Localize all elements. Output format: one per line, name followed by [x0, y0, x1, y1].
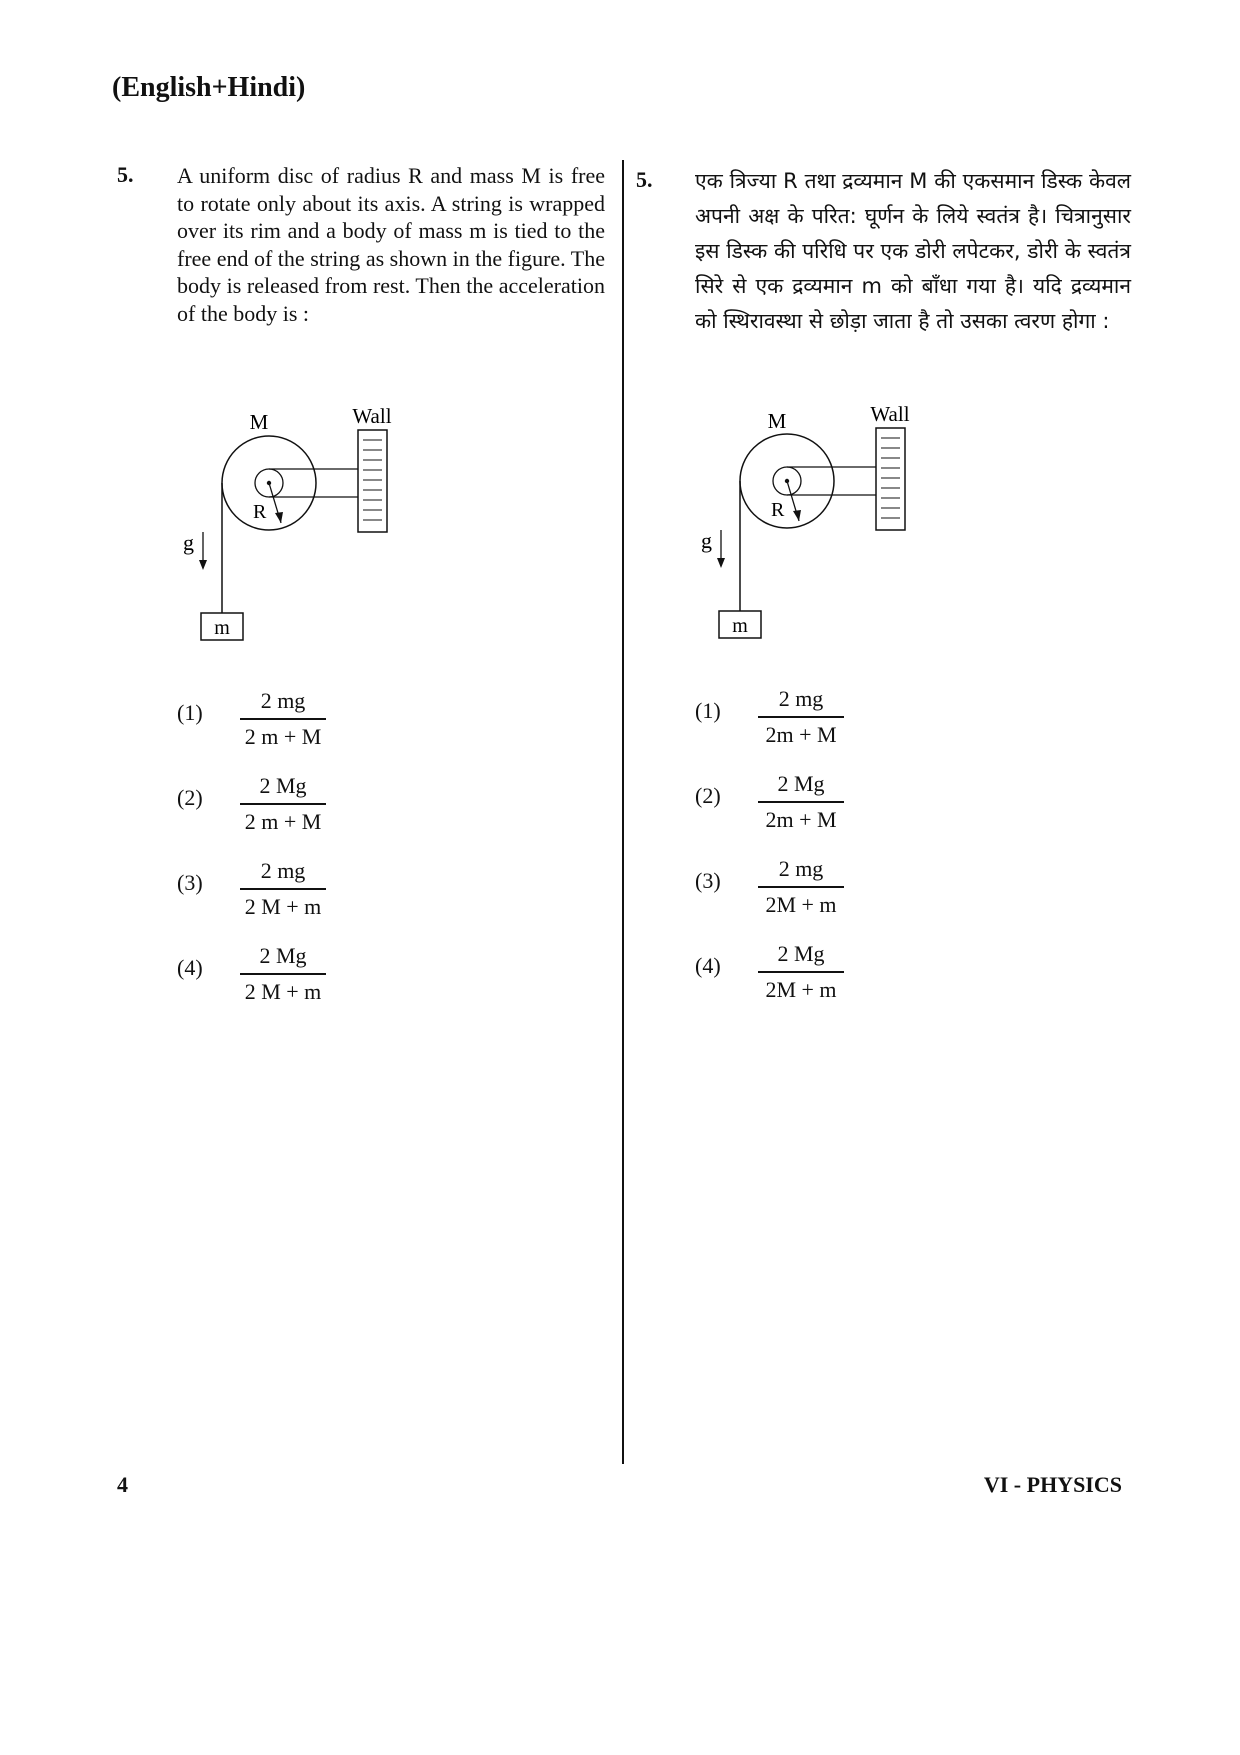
option-fraction: 2 Mg 2 m + M: [240, 771, 326, 837]
option-number: (2): [177, 785, 203, 810]
label-body-mass: m: [214, 617, 230, 639]
option-number: (1): [177, 700, 203, 725]
gravity-arrowhead: [199, 560, 207, 570]
wall-shape: [358, 430, 387, 532]
option-number: (4): [177, 955, 203, 980]
label-disc-mass: M: [249, 410, 269, 434]
column-divider: [622, 160, 624, 1464]
option-number: (1): [695, 698, 721, 723]
option-number: (3): [695, 868, 721, 893]
option-number: (4): [695, 953, 721, 978]
radius-arrowhead: [793, 510, 801, 521]
label-body-mass: m: [732, 615, 748, 637]
page-header-title: (English+Hindi): [112, 72, 306, 103]
label-gravity: g: [183, 530, 194, 555]
label-disc-mass: M: [767, 409, 787, 433]
question-text-english: A uniform disc of radius R and mass M is free to rotate only about its axis. A string is wrapped over its rim and a body of mass m is tied to the free end of the string as shown in the figure. The body is released from rest. Then the acceleration of the body is :: [177, 163, 605, 326]
page-number: 4: [117, 1472, 128, 1497]
question-number-english: 5.: [117, 162, 134, 187]
subject-label: VI - PHYSICS: [983, 1472, 1122, 1497]
option-fraction: 2 mg 2M + m: [758, 854, 844, 920]
question-number-hindi: 5.: [636, 167, 653, 192]
radius-arrowhead: [275, 512, 283, 523]
option-fraction: 2 mg 2 m + M: [240, 686, 326, 752]
label-radius: R: [771, 499, 785, 521]
wall-shape: [876, 428, 905, 530]
wall-hatching: [881, 438, 900, 518]
label-wall: Wall: [352, 404, 392, 428]
label-wall: Wall: [870, 402, 910, 426]
disc-pulley-figure-hindi: [668, 395, 938, 645]
label-radius: R: [253, 501, 267, 523]
option-fraction: 2 Mg 2M + m: [758, 939, 844, 1005]
label-gravity: g: [701, 528, 712, 553]
question-text-hindi: एक त्रिज्या R तथा द्रव्यमान M की एकसमान डिस्क केवल अपनी अक्ष के परित: घूर्णन के लिये स्वतंत्र है। चित्रानुसार इस डिस्क की परिधि पर एक डोरी लपेटकर, डोरी के स्वतंत्र सिरे से एक द्रव्यमान m को बाँधा गया है। यदि द्रव्यमान को स्थिरावस्था से छोड़ा जाता है तो उसका त्वरण होगा :: [695, 169, 1131, 333]
option-fraction: 2 mg 2m + M: [758, 684, 844, 750]
disc-pulley-figure-english: [150, 395, 420, 645]
gravity-arrowhead: [717, 558, 725, 568]
wall-hatching: [363, 440, 382, 520]
option-fraction: 2 Mg 2m + M: [758, 769, 844, 835]
option-number: (3): [177, 870, 203, 895]
option-fraction: 2 mg 2 M + m: [240, 856, 326, 922]
option-number: (2): [695, 783, 721, 808]
option-fraction: 2 Mg 2 M + m: [240, 941, 326, 1007]
